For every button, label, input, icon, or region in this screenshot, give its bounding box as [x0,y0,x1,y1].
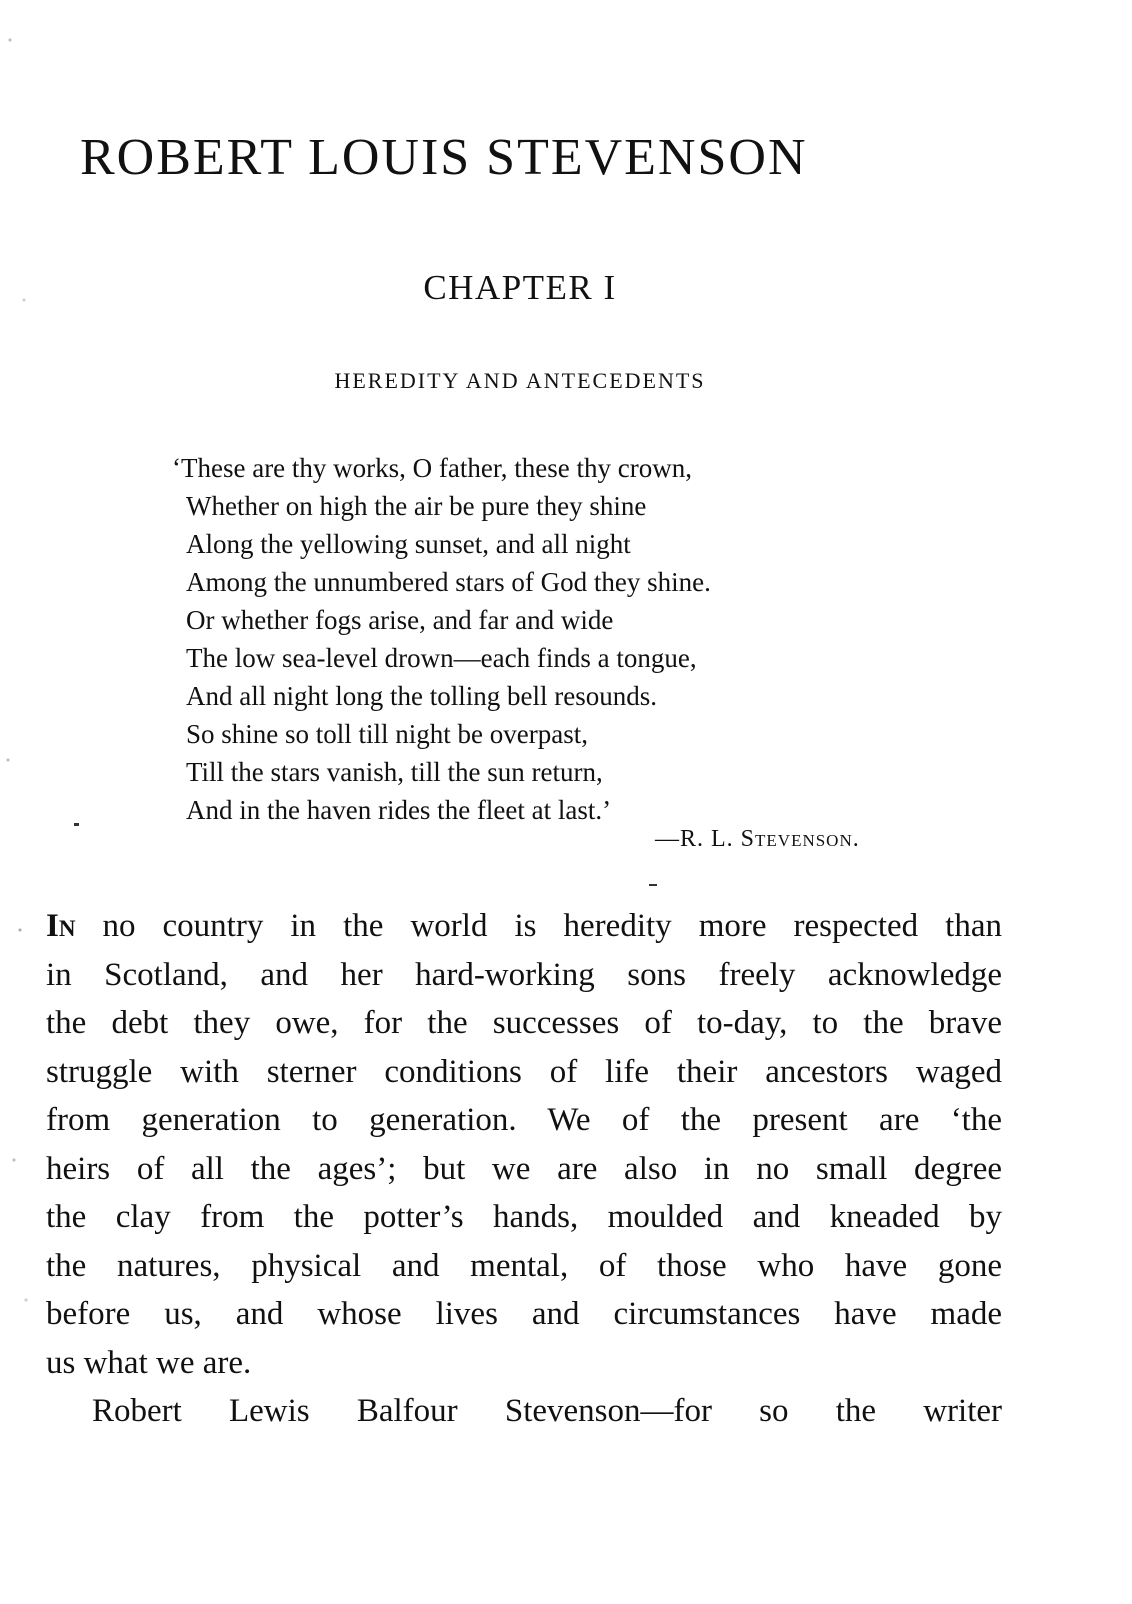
chapter-number: CHAPTER I [423,268,617,307]
opening-word: In [46,908,76,944]
verse-line: Along the yellowing sunset, and all night [186,529,631,559]
verse-line: Or whether fogs arise, and far and wide [186,605,614,635]
verse-line: So shine so toll till night be overpast, [186,719,588,749]
prose-line: before us, and whose lives and circumstances have made [46,1296,1002,1332]
prose-line: us what we are. [46,1344,252,1381]
verse-line: And in the haven rides the fleet at last.’ [186,795,612,825]
verse-line: Till the stars vanish, till the sun return, [186,757,603,787]
prose-line: the debt they owe, for the successes of to-day, to the brave [46,1005,1002,1041]
prose-line: struggle with sterner conditions of life their ancestors waged [46,1053,1002,1090]
verse-line: ‘These are thy works, O father, these thy crown, [172,453,692,483]
scan-dash [649,884,657,886]
epigraph [168,449,988,829]
prose-line: the clay from the potter’s hands, moulded and kneaded by [46,1199,1002,1235]
prose-line: heirs of all the ages’; but we are also in no small degree [46,1150,1002,1187]
attribution-initials: —R. L. [655,826,741,852]
scan-speck [74,823,79,826]
verse-line: Whether on high the air be pure they shine [186,491,647,521]
epigraph-verse [168,449,988,829]
prose-line: from generation to generation. We of the present are ‘the [46,1102,1002,1138]
book-title: ROBERT LOUIS STEVENSON [80,129,808,186]
verse-line: Among the unnumbered stars of God they shine. [186,567,711,597]
scan-gutter [0,0,40,1604]
attribution-name: Stevenson. [740,826,860,852]
verse-line: The low sea-level drown—each finds a tongue, [186,643,697,673]
prose-line-text: no country in the world is heredity more respected than [75,908,1002,944]
prose-line [46,902,1002,951]
verse-line: And all night long the tolling bell resounds. [186,681,657,711]
epigraph-attribution [655,826,860,853]
prose-line: the natures, physical and mental, of those who have gone [46,1247,1002,1284]
prose-line: in Scotland, and her hard-working sons freely acknowledge [46,956,1002,993]
paragraph-2-first-line: Robert Lewis Balfour Stevenson—for so the writer [92,1393,1002,1429]
body-text [46,902,1002,1436]
chapter-title: HEREDITY AND ANTECEDENTS [334,368,706,393]
